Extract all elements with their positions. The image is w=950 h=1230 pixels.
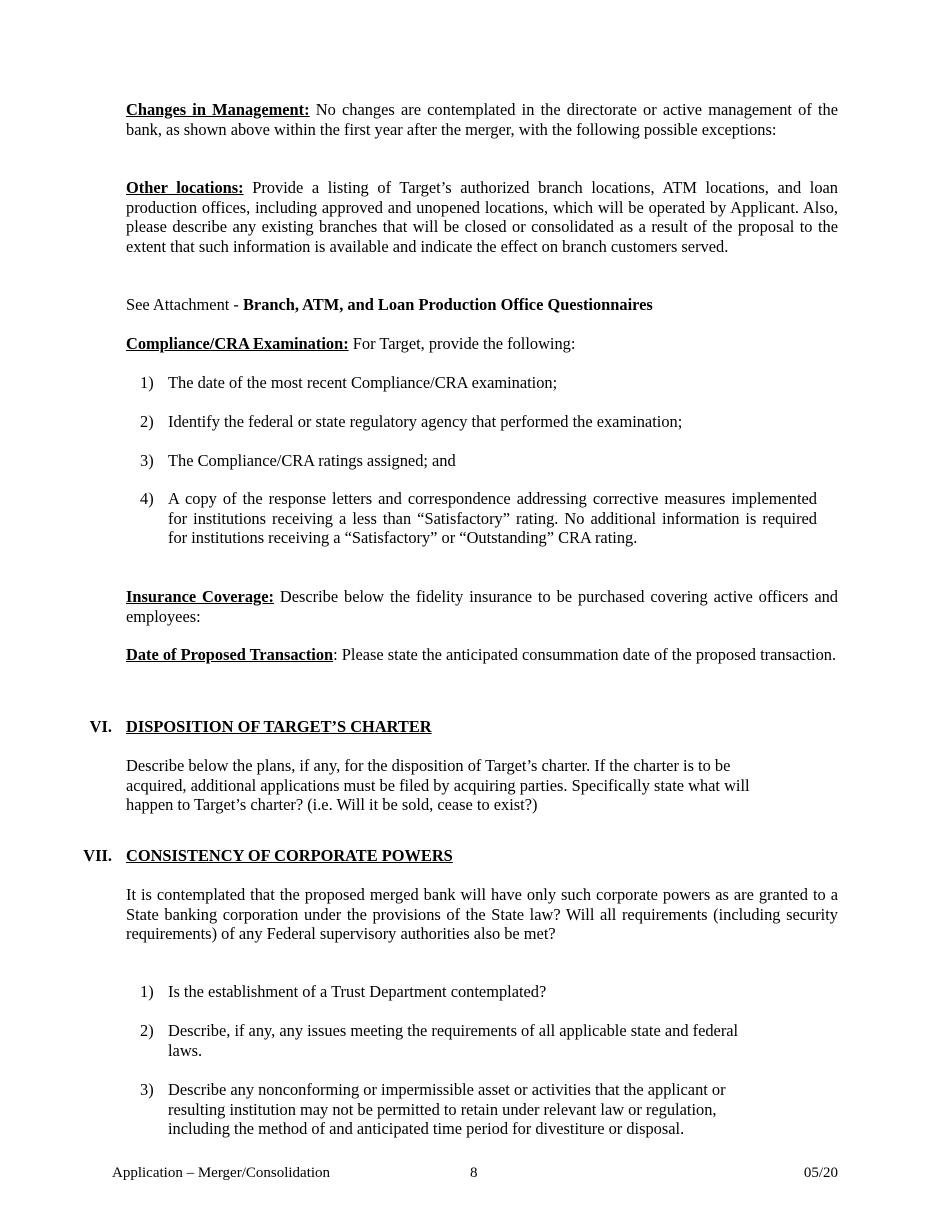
footer-page-number: 8 (470, 1165, 478, 1181)
attachment-reference (126, 295, 838, 315)
powers-item (168, 1021, 828, 1060)
powers-item-line: laws. (168, 1040, 203, 1060)
proposed-transaction-date-label: Date of Proposed Transaction (126, 645, 334, 664)
compliance-item: Identify the federal or state regulatory agency that performed the examination; (168, 412, 683, 431)
powers-item-line: including the method of and anticipated time period for divestiture or disposal. (168, 1119, 685, 1139)
section-vi-body (126, 756, 846, 815)
powers-item-line: Describe any nonconforming or impermissible asset or activities that the applicant or (168, 1080, 726, 1099)
powers-item-number: 3) (140, 1080, 154, 1099)
footer-revision-date: 05/20 (803, 1165, 838, 1181)
powers-item (168, 982, 828, 1002)
compliance-cra-paragraph (126, 334, 838, 354)
section-vii-number: VII. (83, 846, 112, 865)
changes-in-management-label: Changes in Management: (126, 100, 310, 119)
compliance-item: A copy of the response letters and correspondence addressing corrective measures implemented for institutions receiving a less than “Satisfactory” rating. No additional information is required for institutions receiving a “Satisfactory” or “Outstanding” CRA rating. (168, 489, 817, 548)
compliance-item-number: 4) (140, 489, 154, 508)
insurance-coverage-label: Insurance Coverage: (126, 587, 274, 606)
section-vi-line: happen to Target’s charter? (i.e. Will it be sold, cease to exist?) (126, 795, 538, 815)
compliance-cra-label: Compliance/CRA Examination: (126, 334, 349, 353)
compliance-item-number: 3) (140, 451, 154, 470)
section-vi-line: acquired, additional applications must be filed by acquiring parties. Specifically state what will (126, 775, 750, 795)
changes-in-management-text: No changes are contemplated in the directorate or active management of the bank, as shown above within the first year after the merger, with the following possible exceptions: (126, 100, 838, 139)
insurance-coverage-text: Describe below the fidelity insurance to be purchased covering active officers and employees: (126, 587, 838, 626)
powers-item-line: Describe, if any, any issues meeting the requirements of all applicable state and federal (168, 1021, 739, 1040)
powers-item-number: 1) (140, 982, 154, 1001)
footer-document-title: Application – Merger/Consolidation (112, 1165, 331, 1181)
powers-item-line: Is the establishment of a Trust Department contemplated? (168, 982, 547, 1001)
other-locations-text: Provide a listing of Target’s authorized branch locations, ATM locations, and loan production offices, including approved and unopened locations, which will be operated by Applicant. Also, please describe any existing branches that will be closed or consolidated as a result of the proposal to the extent that such information is available and indicate the effect on branch customers served. (126, 178, 838, 256)
section-vi-line: Describe below the plans, if any, for the disposition of Target’s charter. If the charter is to be (126, 756, 731, 775)
powers-item-number: 2) (140, 1021, 154, 1040)
other-locations-label: Other locations: (126, 178, 244, 197)
section-vii-title: CONSISTENCY OF CORPORATE POWERS (126, 846, 453, 865)
attachment-prefix: See Attachment - (126, 295, 243, 314)
compliance-item: The Compliance/CRA ratings assigned; and (168, 451, 456, 470)
powers-item-line: resulting institution may not be permitted to retain under relevant law or regulation, (168, 1099, 717, 1119)
compliance-cra-text: For Target, provide the following: (348, 334, 576, 353)
proposed-transaction-date-paragraph (126, 645, 838, 665)
other-locations-paragraph (126, 178, 838, 256)
compliance-item-number: 2) (140, 412, 154, 431)
section-vi-number: VI. (89, 717, 112, 736)
compliance-item-number: 1) (140, 373, 154, 392)
changes-in-management-paragraph (126, 100, 838, 139)
powers-item (168, 1080, 828, 1139)
proposed-transaction-date-text: : Please state the anticipated consummation date of the proposed transaction. (333, 645, 837, 664)
compliance-item: The date of the most recent Compliance/CRA examination; (168, 373, 558, 392)
insurance-coverage-paragraph (126, 587, 838, 626)
attachment-title: Branch, ATM, and Loan Production Office Questionnaires (242, 295, 653, 314)
section-vii-body: It is contemplated that the proposed merged bank will have only such corporate powers as are granted to a State banking corporation under the provisions of the State law? Will all requirements (including security requirements) of any Federal supervisory authorities also be met? (126, 885, 838, 944)
section-vi-title: DISPOSITION OF TARGET’S CHARTER (126, 717, 432, 736)
